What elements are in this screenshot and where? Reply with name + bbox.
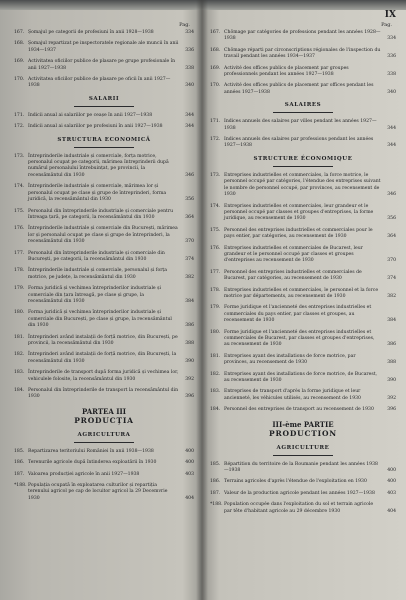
- entry-title: Entreprises ayant des installations de force motrice, de Bucarest, au recensement de 1930: [224, 371, 378, 384]
- entry-page: 344: [387, 125, 396, 131]
- toc-entry: [210, 288, 396, 301]
- entry-number: 179.: [210, 305, 221, 311]
- toc-entry: [14, 226, 194, 245]
- entry-title: Activité des offices publics de placement par offices pendant les années 1927—1938: [224, 83, 374, 95]
- entry-title: Forma juridică și vechimea întreprinderilor industriale și comerciale din țara întreagă, pe clase și grupe, la recensământul din 1930: [28, 286, 161, 304]
- toc-entry: [210, 330, 396, 349]
- entry-number: 187.: [14, 471, 25, 477]
- entry-title: Forma juridică și vechimea întreprinderilor industriale și comerciale din București, pe clase și grupe, la recensământul din 1930: [28, 310, 172, 329]
- toc-entry: [210, 83, 396, 96]
- toc-entry: [14, 310, 194, 329]
- part-section-title: AGRICULTURA: [77, 431, 131, 438]
- entry-page: 404: [185, 495, 194, 501]
- entry-page: 384: [185, 298, 194, 304]
- entry-title: Întreprinderi având instalații de forță motrice, din București, pe provincii, la recensământul din 1930: [28, 334, 178, 346]
- entry-page: 334: [387, 36, 396, 42]
- entry-page: 356: [387, 216, 396, 222]
- entry-number: 170.: [210, 83, 221, 89]
- entry-number: 170.: [14, 77, 25, 83]
- entry-title: Șomajul repartizat pe inspectoratele regionale ale muncii în anii 1934—1937: [28, 41, 179, 53]
- entry-number: 168.: [210, 47, 221, 53]
- entry-number: 172.: [14, 124, 25, 130]
- entry-title: Populația ocupată în exploatarea culturilor și repartiția terenului agricol pe cap de locuitor agricol la 29 Decemvrie 1930: [28, 483, 168, 501]
- entry-title: Valoarea producției agricole în anii 1927—1938: [28, 471, 140, 477]
- entry-page: 364: [387, 234, 396, 240]
- toc-entry: [14, 352, 194, 365]
- entry-page: 334: [185, 30, 194, 35]
- entry-title: Indicii anual ai salariilor pe profesiuni în anii 1927—1938: [28, 124, 163, 130]
- entry-number: 182.: [14, 352, 25, 358]
- section-title: STRUCTURA ECONOMICĂ: [57, 136, 151, 143]
- entry-title: Chômage par catégories de professions pendant les années 1928—1938: [224, 30, 381, 42]
- section-title: STRUCTURE ÉCONOMIQUE: [253, 155, 353, 162]
- book-gutter: [196, 0, 208, 600]
- entry-title: Répartition du territoire de la Roumanie pendant les années 1938—1938: [224, 461, 378, 474]
- entry-number: 186.: [14, 460, 25, 466]
- entry-title: Personnel des entreprises industrielles et commerciales de Bucarest, par catégories, au recensement de 1930: [224, 269, 362, 282]
- entry-page: 374: [387, 276, 396, 282]
- entry-title: Repartizarea teritoriului României în anii 1938—1938: [28, 448, 154, 454]
- entry-page: 386: [185, 323, 194, 329]
- toc-entry: [14, 77, 194, 90]
- entry-page: 404: [387, 508, 396, 514]
- toc-entry: [14, 251, 194, 264]
- section-rule: [273, 166, 333, 167]
- entry-title: Personalul din întreprinderile industriale și comerciale din București, pe categorii, la recensământul din 1930: [28, 250, 165, 262]
- toc-entry: [210, 66, 396, 79]
- part-section-title: AGRICULTURE: [276, 444, 330, 451]
- part-title: PRODUCȚIA: [74, 415, 134, 425]
- entry-number: 178.: [14, 268, 25, 274]
- entry-page: 370: [387, 258, 396, 264]
- toc-entry: [14, 154, 194, 180]
- entry-page: 344: [185, 124, 194, 130]
- entry-number: *188.: [210, 502, 223, 508]
- entry-title: Activitatea oficiilor publice de plasare pe oficii în anii 1927—1938: [28, 77, 171, 89]
- toc-entry: [14, 483, 194, 502]
- entry-title: Forme juridique et l'ancienneté des entreprises industrielles et commerciales de Bucarest, par classes et groupes d'entreprises, au recensement de 1930: [224, 329, 375, 348]
- entry-title: Entreprises industrielles et commerciales de Bucarest, leur grandeur et le personnel occupé par classes et groupes d'entreprises au recensement de 1930: [224, 245, 363, 264]
- entry-number: 181.: [14, 334, 25, 340]
- entry-number: 181.: [210, 353, 221, 359]
- entry-number: 187.: [210, 490, 221, 496]
- entry-title: Entreprises de transport d'après la forme juridique et leur ancienneté, les véhicules utilisés, au recensement de 1930: [224, 389, 361, 401]
- toc-entry: [14, 113, 194, 119]
- section-rule: [273, 455, 333, 456]
- entry-page: 344: [185, 112, 194, 118]
- entry-page: 396: [185, 394, 194, 400]
- entry-title: Terenurile agricole după întinderea exploatării în 1930: [28, 460, 157, 466]
- section-rule: [74, 147, 134, 148]
- entry-number: 167.: [14, 30, 25, 35]
- entry-page: 374: [185, 256, 194, 262]
- toc-entry: [210, 491, 396, 497]
- entry-number: 177.: [210, 269, 221, 275]
- entry-page: 396: [387, 407, 396, 413]
- entry-page: 346: [185, 172, 194, 178]
- entry-title: Șomajul pe categorii de profesiuni în anii 1928—1938: [28, 30, 154, 35]
- entry-number: 169.: [14, 59, 25, 65]
- entry-title: Entreprises industrielles et commerciales, le personnel et la force motrice par départements, au recensement de 1930: [224, 287, 379, 299]
- entry-page: 336: [185, 47, 194, 53]
- part-title: PRODUCTION: [269, 428, 337, 438]
- toc-entry: [14, 268, 194, 281]
- entry-page: 340: [185, 83, 194, 89]
- entry-number: 182.: [210, 371, 221, 377]
- entry-page: 344: [387, 143, 396, 149]
- toc-entry: [210, 137, 396, 150]
- toc-entry: [14, 449, 194, 455]
- left-page: [14, 10, 194, 507]
- entry-title: Valeur de la production agricole pendant les années 1927—1938: [224, 490, 375, 496]
- entry-title: Activitatea oficiilor publice de plasare pe grupe profesionale în anii 1927—1938: [28, 59, 176, 71]
- toc-entry: [14, 209, 194, 222]
- entry-number: 172.: [210, 137, 221, 143]
- entry-title: Population occupée dans l'exploitation du sol et terrain agricole par tête d'habitant agricole au 29 décembre 1930: [224, 502, 374, 514]
- toc-entry: [14, 460, 194, 466]
- part-label: PARTEA III: [81, 406, 127, 416]
- toc-entry: [14, 41, 194, 54]
- entry-page: 392: [185, 376, 194, 382]
- section-title: SALARII: [88, 95, 120, 102]
- entry-number: 183.: [210, 389, 221, 395]
- entry-number: 175.: [210, 227, 221, 233]
- entry-title: Întreprinderile industriale și comerciale, forța motrice, personalul ocupat pe categorii, mărimea întreprinderii după numărul personalului întrebuințat, pe provincii, la recensământul din 1930: [28, 153, 169, 178]
- toc-entry: [14, 335, 194, 348]
- entry-title: Indicii anual ai salariilor pe ceașe în anii 1927—1938: [28, 112, 153, 118]
- toc-entry: [210, 305, 396, 324]
- toc-entry: [210, 204, 396, 223]
- entry-number: 174.: [14, 184, 25, 190]
- entry-title: Personalul din întreprinderile de transport la recensământul din 1930: [28, 388, 179, 400]
- entry-page: 390: [387, 378, 396, 384]
- entry-number: *188.: [14, 483, 27, 489]
- toc-entry: [210, 407, 396, 413]
- page-column-header: Pag.: [381, 22, 392, 28]
- entry-page: 338: [185, 65, 194, 71]
- entry-number: 183.: [14, 370, 25, 376]
- entry-page: 400: [185, 460, 194, 466]
- entry-number: 179.: [14, 286, 25, 292]
- entry-page: 403: [185, 471, 194, 477]
- entry-number: 176.: [14, 226, 25, 232]
- entry-page: 400: [185, 448, 194, 454]
- part-label: III-ème PARTIE: [272, 419, 334, 429]
- toc-entry: [14, 472, 194, 478]
- entry-page: 346: [387, 192, 396, 198]
- entry-page: 390: [185, 358, 194, 364]
- entry-page: 392: [387, 395, 396, 401]
- entry-number: 184.: [14, 388, 25, 394]
- toc-entry: [210, 270, 396, 283]
- entry-title: Indices annuels des salaires par villes pendant les années 1927—1938: [224, 119, 377, 131]
- toc-entry: [14, 59, 194, 72]
- page-number-spacer: [14, 10, 194, 22]
- entry-number: 186.: [210, 479, 221, 485]
- entry-number: 173.: [210, 172, 221, 178]
- entry-number: 171.: [14, 112, 25, 118]
- entry-title: Întreprinderile de transport după forma juridică și vechimea lor, vehiculele folosite, la recensământul din 1930: [28, 370, 179, 382]
- toc-entry: [14, 286, 194, 305]
- entry-page: 384: [387, 318, 396, 324]
- entry-number: 174.: [210, 203, 221, 209]
- entry-page: 364: [185, 214, 194, 220]
- entry-page: 382: [185, 274, 194, 280]
- entry-title: Întreprinderile industriale și comerciale, personalul și forța motrice, pe județe, la recensământul din 1930: [28, 268, 168, 280]
- entry-number: 167.: [210, 30, 221, 35]
- entry-page: 336: [387, 54, 396, 60]
- entry-page: 338: [387, 72, 396, 78]
- right-page: [210, 10, 396, 520]
- entry-number: 169.: [210, 65, 221, 71]
- entry-title: Indices annuels des salaires par professions pendant les années 1927—1938: [224, 137, 374, 149]
- entry-number: 176.: [210, 245, 221, 251]
- toc-entry: [14, 184, 194, 203]
- page-number: IX: [384, 10, 396, 20]
- entry-page: 370: [185, 239, 194, 245]
- entry-title: Entreprises industrielles et commerciales, leur grandeur et le personnel occupé par classes et groupes d'entreprises, la forme juridique, au recensement de 1930: [224, 203, 374, 222]
- entry-number: 175.: [14, 208, 25, 214]
- entry-number: 168.: [14, 41, 25, 47]
- section-rule: [74, 442, 134, 443]
- entry-title: Forme juridique et l'ancienneté des entreprises industrielles et commerciales du pays entier, par classes et groupes, au recensement de 1930: [224, 305, 372, 324]
- toc-entry: [210, 354, 396, 367]
- toc-entry: [14, 388, 194, 401]
- section-rule: [74, 106, 134, 107]
- toc-entry: [210, 119, 396, 132]
- entry-title: Întreprinderi având instalații de forță motrice, din București, la recensământul din 1930: [28, 352, 177, 364]
- toc-entry: [210, 228, 396, 241]
- entry-number: 178.: [210, 287, 221, 293]
- entry-number: 180.: [210, 329, 221, 335]
- page-column-header: Pag.: [179, 22, 190, 28]
- entry-number: 177.: [14, 250, 25, 256]
- entry-title: Entreprises industrielles et commerciales, la force motrice, le personnel occupé par catégories, l'étendue des entreprises suivant le nombre de personnel occupé, par provinces, au recensement de 1930: [224, 172, 381, 198]
- entry-title: Activité des offices publics de placement par groupes professionnels pendant les années 1927—1938: [224, 65, 349, 78]
- entry-page: 400: [387, 479, 396, 485]
- entry-page: 340: [387, 89, 396, 95]
- toc-entry: [210, 48, 396, 61]
- section-rule: [273, 112, 333, 113]
- entry-title: Întreprinderile industriale și comerciale, mărimea lor și personalul ocupat pe clase și grupe de întreprinderi, forma juridică, la recensământul din 1930: [28, 184, 167, 203]
- entry-page: 388: [387, 360, 396, 366]
- entry-number: 173.: [14, 153, 25, 159]
- entry-title: Entreprises ayant des installations de force motrice, par provinces, au recensement de 1930: [224, 353, 356, 366]
- section-title: SALAIRES: [284, 102, 322, 109]
- entry-page: 386: [387, 342, 396, 348]
- toc-entry: [14, 124, 194, 130]
- toc-entry: [210, 372, 396, 385]
- entry-title: Terrains agricoles d'après l'étendue de l'exploitation en 1930: [224, 479, 367, 485]
- toc-entry: [210, 462, 396, 475]
- entry-title: Chômage réparti par circonscriptions régionales de l'inspection du travail pendant les années 1934—1937: [224, 47, 381, 60]
- entry-number: 185.: [14, 448, 25, 454]
- toc-entry: [210, 246, 396, 265]
- toc-entry: [14, 370, 194, 383]
- entry-title: Întreprinderile industriale și comerciale din București, mărimea lor și personalul ocupat pe clase și grupe de întreprinderi, la recensământul din 1930: [28, 226, 178, 245]
- toc-entry: [210, 502, 396, 515]
- entry-page: 403: [387, 490, 396, 496]
- toc-entry: [210, 173, 396, 199]
- entry-page: 400: [387, 468, 396, 474]
- entry-number: 180.: [14, 310, 25, 316]
- entry-page: 356: [185, 197, 194, 203]
- entry-title: Personnel des entreprises de transport au recensement de 1930: [224, 407, 374, 413]
- toc-entry: [210, 389, 396, 402]
- toc-entry: [210, 30, 396, 43]
- entry-number: 184.: [210, 407, 221, 413]
- entry-number: 185.: [210, 461, 221, 467]
- entry-page: 388: [185, 341, 194, 346]
- entry-title: Personnel des entreprises industrielles et commerciales pour le pays entier, par catégories, au recensement de 1930: [224, 227, 373, 240]
- toc-entry: [210, 479, 396, 485]
- entry-page: 382: [387, 293, 396, 299]
- toc-entry: [14, 30, 194, 36]
- entry-title: Personalul din întreprinderile industriale și comerciale pentru întreaga țară, pe categorii, la recensământul din 1930: [28, 208, 174, 220]
- entry-number: 171.: [210, 119, 221, 125]
